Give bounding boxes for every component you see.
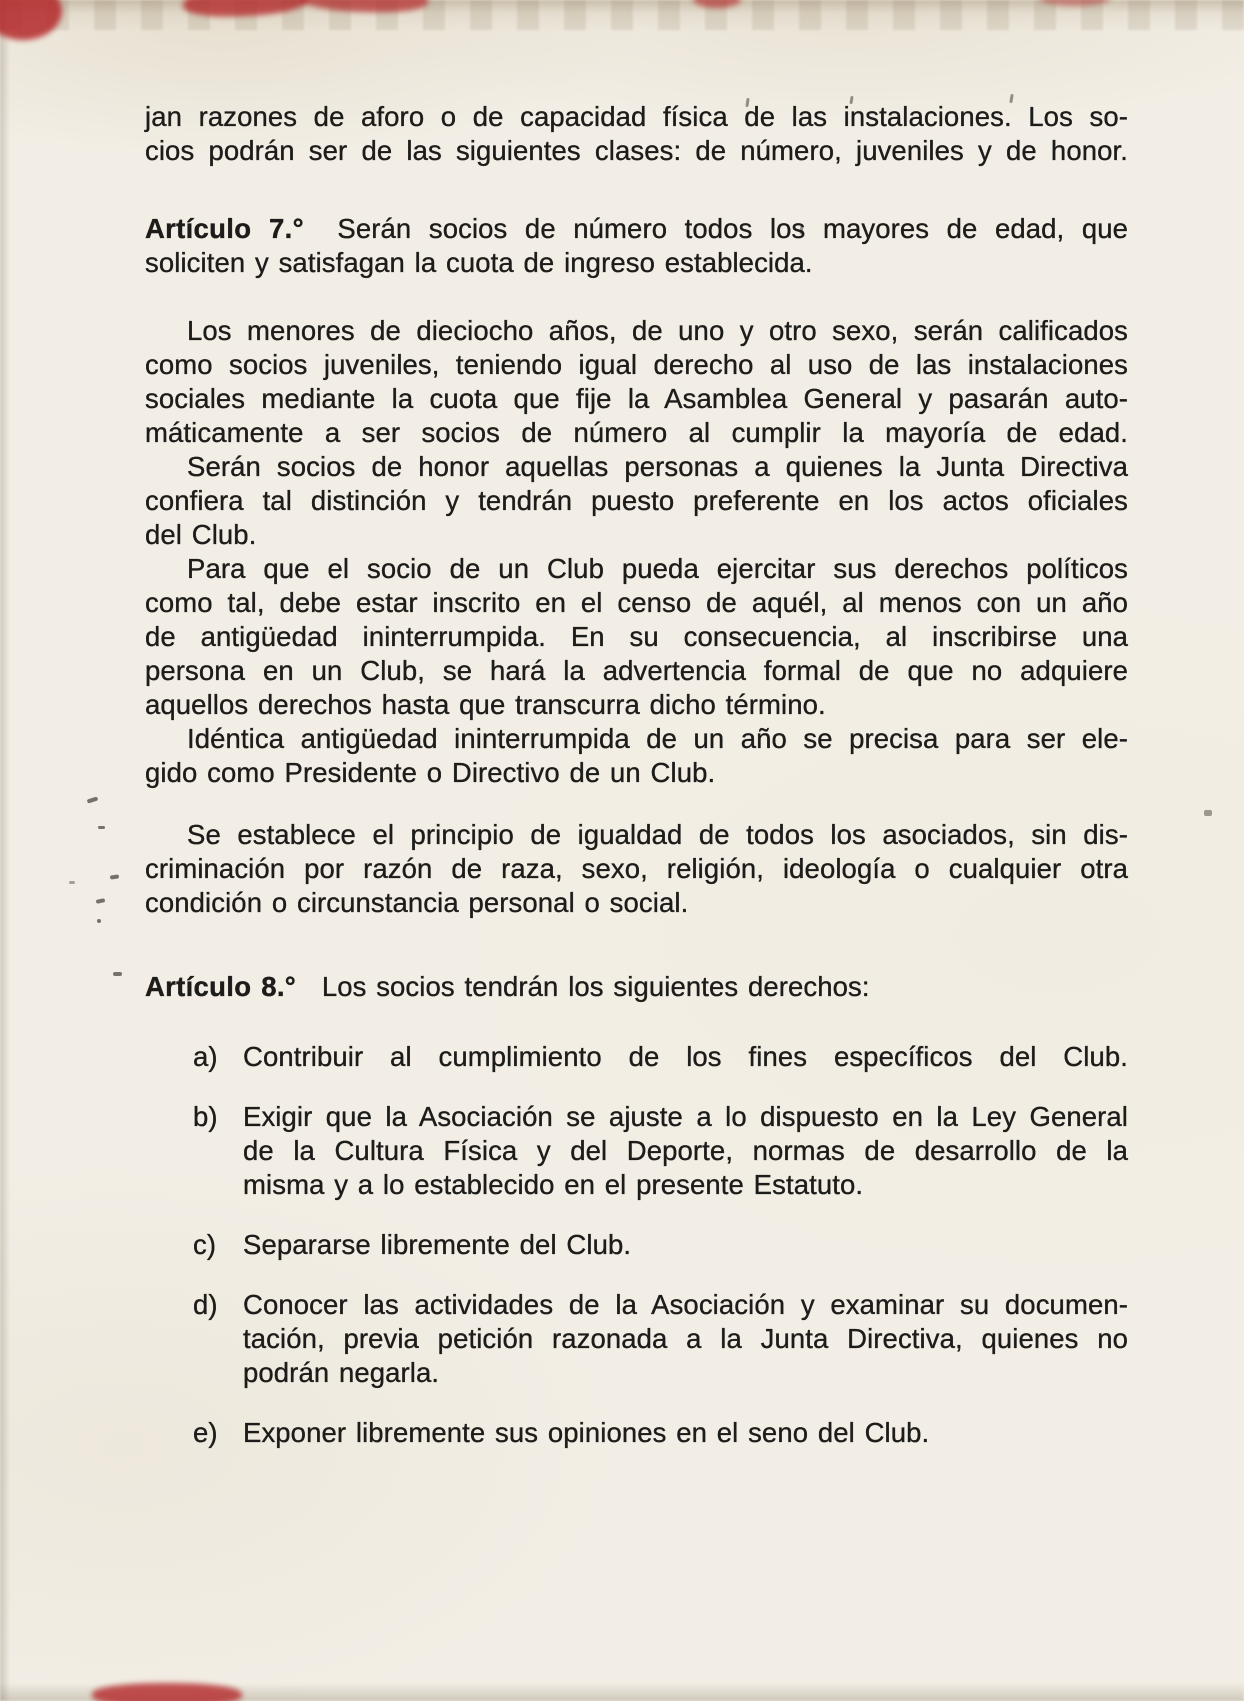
text-line: Idéntica antigüedad ininterrumpida de un año se precisa para ser ele-: [187, 723, 1128, 754]
item-line: Exponer libremente sus opiniones en el seno del Club.: [243, 1417, 930, 1448]
text-line: jan razones de aforo o de capacidad física de las instalaciones. Los so-: [145, 101, 1128, 132]
article-heading-text: Serán socios de número todos los mayores de edad, que: [337, 213, 1129, 244]
text-line: como socios juveniles, teniendo igual derecho al uso de las instalaciones: [145, 349, 1128, 380]
item-line: misma y a lo establecido en el presente Estatuto.: [243, 1169, 864, 1200]
text-line: Los menores de dieciocho años, de uno y otro sexo, serán calificados: [187, 315, 1128, 346]
page-text: [145, 100, 1128, 1450]
text-line: cios podrán ser de las siguientes clases: de número, juveniles y de honor.: [145, 135, 1128, 166]
article-heading-line: [145, 970, 1128, 1004]
item-letter: c): [193, 1229, 217, 1260]
article-number: Artículo 7.°: [145, 213, 304, 244]
text-line: criminación por razón de raza, sexo, religión, ideología o cualquier otra: [145, 853, 1128, 884]
red-ink-stain: [0, 0, 62, 40]
item-line: Separarse libremente del Club.: [243, 1229, 632, 1260]
pencil-mark: [98, 826, 105, 829]
item-line: Conocer las actividades de la Asociación y examinar su documen-: [243, 1289, 1128, 1320]
pencil-mark: [69, 881, 75, 884]
item-letter: b): [193, 1101, 218, 1132]
text-line: condición o circunstancia personal o social.: [145, 887, 689, 918]
item-body: [243, 1228, 1128, 1262]
paragraph: [145, 552, 1128, 722]
paragraph: [145, 818, 1128, 920]
pencil-mark: [97, 919, 101, 923]
red-ink-stain: [92, 1683, 242, 1701]
text-line: máticamente a ser socios de número al cumplir la mayoría de edad.: [145, 417, 1128, 448]
paragraph: [145, 450, 1128, 552]
item-body: [243, 1288, 1128, 1390]
text-line: persona en un Club, se hará la advertencia formal de que no adquiere: [145, 655, 1128, 686]
item-line: podrán negarla.: [243, 1357, 440, 1388]
item-body: [243, 1416, 1128, 1450]
text-line: aquellos derechos hasta que transcurra dicho término.: [145, 689, 826, 720]
list-item: [145, 1288, 1128, 1390]
paragraphs-host: [145, 100, 1128, 1004]
item-letter: a): [193, 1041, 218, 1072]
item-line: de la Cultura Física y del Deporte, normas de desarrollo de la: [243, 1135, 1128, 1166]
pencil-mark: [96, 898, 106, 904]
text-line: soliciten y satisfagan la cuota de ingreso establecida.: [145, 247, 813, 278]
pencil-mark: [87, 796, 99, 803]
item-line: tación, previa petición razonada a la Junta Directiva, quienes no: [243, 1323, 1128, 1354]
item-body: [243, 1040, 1128, 1074]
article-heading-text: Los socios tendrán los siguientes derechos:: [321, 971, 870, 1002]
item-letter: e): [193, 1417, 218, 1448]
text-line: confiera tal distinción y tendrán puesto preferente en los actos oficiales: [145, 485, 1128, 516]
text-line: como tal, debe estar inscrito en el censo de aquél, al menos con un año: [145, 587, 1128, 618]
paragraph: [145, 722, 1128, 790]
paragraph: [145, 970, 1128, 1004]
article-number: Artículo 8.°: [145, 971, 297, 1002]
paragraph: [145, 100, 1128, 168]
pencil-mark: [1204, 810, 1212, 816]
text-line: sociales mediante la cuota que fije la Asamblea General y pasarán auto-: [145, 383, 1128, 414]
item-line: Exigir que la Asociación se ajuste a lo dispuesto en la Ley General: [243, 1101, 1128, 1132]
text-line: Se establece el principio de igualdad de todos los asociados, sin dis-: [187, 819, 1128, 850]
list-item: [145, 1228, 1128, 1262]
text-line: gido como Presidente o Directivo de un Club.: [145, 757, 716, 788]
item-line: Contribuir al cumplimiento de los fines específicos del Club.: [243, 1041, 1128, 1072]
pencil-mark: [110, 874, 119, 879]
pencil-mark: [113, 972, 122, 976]
paragraph: [145, 314, 1128, 450]
paragraph: [145, 212, 1128, 280]
list-item: [145, 1040, 1128, 1074]
text-line: Serán socios de honor aquellas personas a quienes la Junta Directiva: [187, 451, 1128, 482]
item-body: [243, 1100, 1128, 1202]
item-letter: d): [193, 1289, 218, 1320]
text-line: Para que el socio de un Club pueda ejercitar sus derechos políticos: [187, 553, 1128, 584]
list-item: [145, 1100, 1128, 1202]
list-item: [145, 1416, 1128, 1450]
page-edge-shading-left: [0, 0, 10, 1701]
article-heading-line: [145, 212, 1128, 246]
text-line: del Club.: [145, 519, 257, 550]
text-line: de antigüedad ininterrumpida. En su consecuencia, al inscribirse una: [145, 621, 1128, 652]
rights-list: [145, 1040, 1128, 1450]
